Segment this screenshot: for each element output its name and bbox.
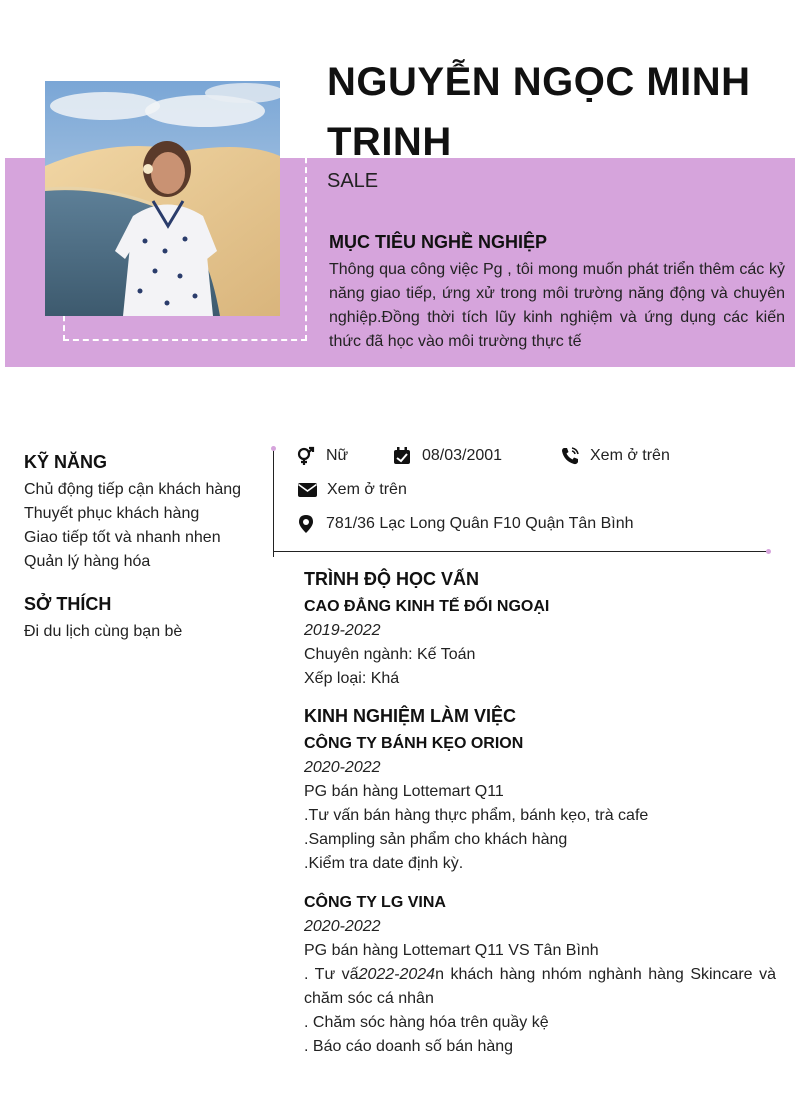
job-line: . Báo cáo doanh số bán hàng bbox=[304, 1038, 514, 1055]
education-line: Chuyên ngành: Kế Toán bbox=[304, 646, 476, 663]
job-line: PG bán hàng Lottemart Q11 VS Tân Bình bbox=[304, 942, 599, 959]
profile-photo bbox=[45, 81, 280, 316]
hobby-item: Đi du lịch cùng bạn bè bbox=[24, 623, 183, 640]
school-name: CAO ĐẲNG KINH TẾ ĐỐI NGOẠI bbox=[304, 598, 550, 615]
experience-title: KINH NGHIỆM LÀM VIỆC bbox=[304, 706, 517, 726]
objective-text: Thông qua công việc Pg , tôi mong muốn phát triển thêm các kỷ năng giao tiếp, ứng xử trong môi trường năng động và chuyên nghiệp.Đồng thời tích lũy kinh nghiệm và ứng dụng các kiến thức đã học vào môi trường thực tế bbox=[329, 261, 785, 350]
gender-icon bbox=[296, 446, 316, 466]
job-role: SALE bbox=[327, 170, 379, 192]
hobbies-list bbox=[24, 620, 182, 644]
job-line-prefix: . Tư vấ bbox=[304, 966, 359, 983]
education-block bbox=[304, 595, 549, 691]
job-period: 2020-2022 bbox=[304, 759, 381, 776]
job-line: .Tư vấn bán hàng thực phẩm, bánh kẹo, trà cafe bbox=[304, 807, 649, 824]
email-info bbox=[297, 480, 407, 500]
divider-dot-top bbox=[271, 446, 276, 451]
education-line: Xếp loại: Khá bbox=[304, 670, 400, 687]
job-block bbox=[304, 891, 776, 1059]
phone-info bbox=[560, 446, 670, 466]
job-line-overlap: 2022-2024 bbox=[358, 966, 436, 983]
phone-icon bbox=[560, 446, 580, 466]
job-block bbox=[304, 732, 648, 876]
birthday-info bbox=[392, 446, 502, 466]
job-line: PG bán hàng Lottemart Q11 bbox=[304, 783, 504, 800]
gender-info bbox=[296, 446, 348, 466]
divider-dot-right bbox=[766, 549, 771, 554]
email-value: Xem ở trên bbox=[327, 481, 407, 498]
skills-list bbox=[24, 478, 241, 574]
job-line bbox=[304, 963, 776, 1011]
skill-item: Thuyết phục khách hàng bbox=[24, 505, 200, 522]
company-name: CÔNG TY BÁNH KẸO ORION bbox=[304, 735, 524, 752]
gender-value: Nữ bbox=[326, 447, 349, 464]
education-title: TRÌNH ĐỘ HỌC VẤN bbox=[304, 569, 479, 589]
hobbies-title: SỞ THÍCH bbox=[24, 594, 112, 614]
contact-horizontal-divider bbox=[273, 551, 769, 552]
skills-title: KỸ NĂNG bbox=[24, 452, 108, 472]
skill-item: Giao tiếp tốt và nhanh nhen bbox=[24, 529, 221, 546]
address-value: 781/36 Lạc Long Quân F10 Quận Tân Bình bbox=[326, 515, 634, 532]
location-icon bbox=[296, 514, 316, 534]
birthday-value: 08/03/2001 bbox=[422, 447, 503, 464]
job-line: .Kiểm tra date định kỳ. bbox=[304, 855, 464, 872]
phone-value: Xem ở trên bbox=[590, 447, 670, 464]
company-name: CÔNG TY LG VINA bbox=[304, 894, 446, 911]
address-info bbox=[296, 514, 634, 534]
contact-vertical-divider bbox=[273, 448, 274, 557]
calendar-icon bbox=[392, 446, 412, 466]
skill-item: Quản lý hàng hóa bbox=[24, 553, 151, 570]
email-icon bbox=[297, 480, 317, 500]
job-line: . Chăm sóc hàng hóa trên quầy kệ bbox=[304, 1014, 549, 1031]
education-period: 2019-2022 bbox=[304, 622, 381, 639]
skill-item: Chủ động tiếp cận khách hàng bbox=[24, 481, 242, 498]
job-period: 2020-2022 bbox=[304, 918, 381, 935]
job-line: .Sampling sản phẩm cho khách hàng bbox=[304, 831, 568, 848]
job-line-rest: n khách hàng nhóm nghành hàng Skincare và chăm sóc cá nhân bbox=[304, 966, 776, 1007]
objective-title: MỤC TIÊU NGHỀ NGHIỆP bbox=[329, 232, 548, 252]
candidate-name: NGUYỄN NGỌC MINH TRINH bbox=[327, 60, 751, 164]
